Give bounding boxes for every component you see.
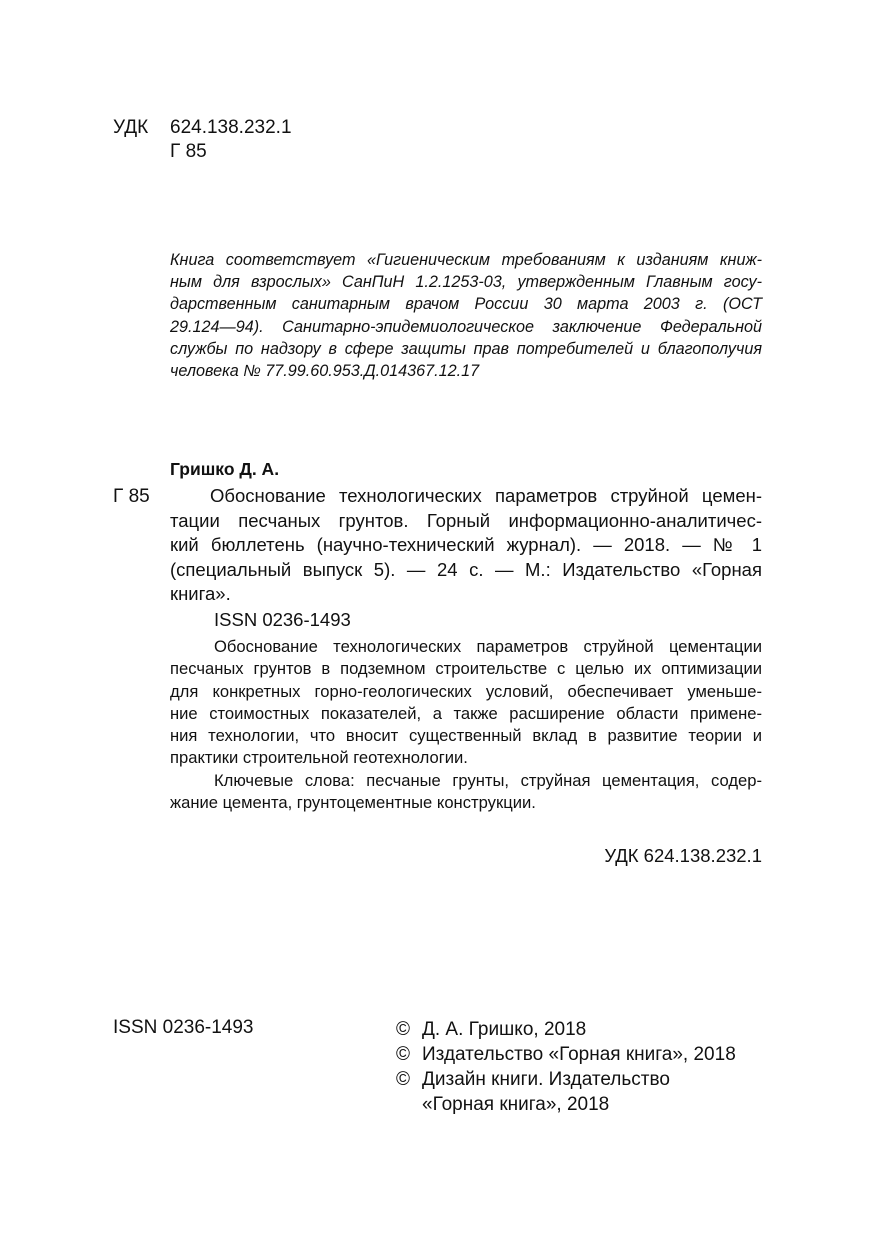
notice-line: человека № 77.99.60.953.Д.014367.12.17 [170,362,480,381]
bib-line: книга». [170,583,231,604]
copyright-continuation: «Горная книга», 2018 [422,1094,610,1115]
author-sign: Г 85 [170,141,207,162]
copyright-icon: © [396,1069,410,1090]
bib-line: кий бюллетень (научно-технический журнал). — 2018. — № 1 [170,534,762,555]
isbn-bottom: ISSN 0236-1493 [113,1017,254,1038]
abstract-line: песчаных грунтов в подземном строительстве с целью их оптимизации [170,659,762,679]
bib-line: тации песчаных грунтов. Горный информационно-аналитичес- [170,509,762,531]
udk-label: УДК [113,117,149,138]
copyright-icon: © [396,1044,410,1065]
record-author-sign: Г 85 [113,486,150,507]
notice-line: дарственным санитарным врачом России 30 марта 2003 г. (ОСТ [170,295,762,314]
copyright-text: Д. А. Гришко, 2018 [422,1019,587,1040]
record-author: Гришко Д. А. [170,459,280,479]
notice-line: 29.124—94). Санитарно-эпидемиологическое заключение Федеральной [170,317,762,336]
sanitary-notice [170,249,762,382]
abstract-line: Обоснование технологических параметров струйной цементации [214,637,762,656]
copyright-row [396,1042,736,1067]
abstract-line: для конкретных горно-геологических условий, обеспечивает уменьше- [170,681,762,701]
bib-line: Обоснование технологических параметров струйной цемен- [210,485,762,506]
bib-line: (специальный выпуск 5). — 24 с. — М.: Издательство «Горная [170,558,762,580]
notice-line: ным для взрослых» СанПиН 1.2.1253-03, утвержденным Главным госу- [170,273,762,292]
keywords-line: Ключевые слова: песчаные грунты, струйная цементация, содер- [214,770,762,790]
abstract-line: ние стоимостных показателей, а также расширение области примене- [170,703,762,723]
copyright-row [396,1017,736,1042]
udk-code: 624.138.232.1 [170,117,292,138]
record-isbn: ISSN 0236-1493 [214,609,351,630]
abstract [170,636,762,814]
abstract-line: ния технологии, что вносит существенный вклад в развитие теории и [170,726,762,746]
copyright-block [396,1017,736,1117]
keywords-line: жание цемента, грунтоцементные конструкции. [170,793,536,813]
udk-footer: УДК 624.138.232.1 [604,845,762,866]
bibliographic-description [170,484,762,607]
copyright-text: Дизайн книги. Издательство [422,1069,670,1090]
abstract-line: практики строительной геотехнологии. [170,748,468,768]
copyright-row [396,1067,736,1092]
copyright-icon: © [396,1019,410,1040]
notice-line: службы по надзору в сфере защиты прав потребителей и благополучия [170,339,762,358]
notice-line: Книга соответствует «Гигиеническим требованиям к изданиям книж- [170,251,762,269]
copyright-text: Издательство «Горная книга», 2018 [422,1044,736,1065]
